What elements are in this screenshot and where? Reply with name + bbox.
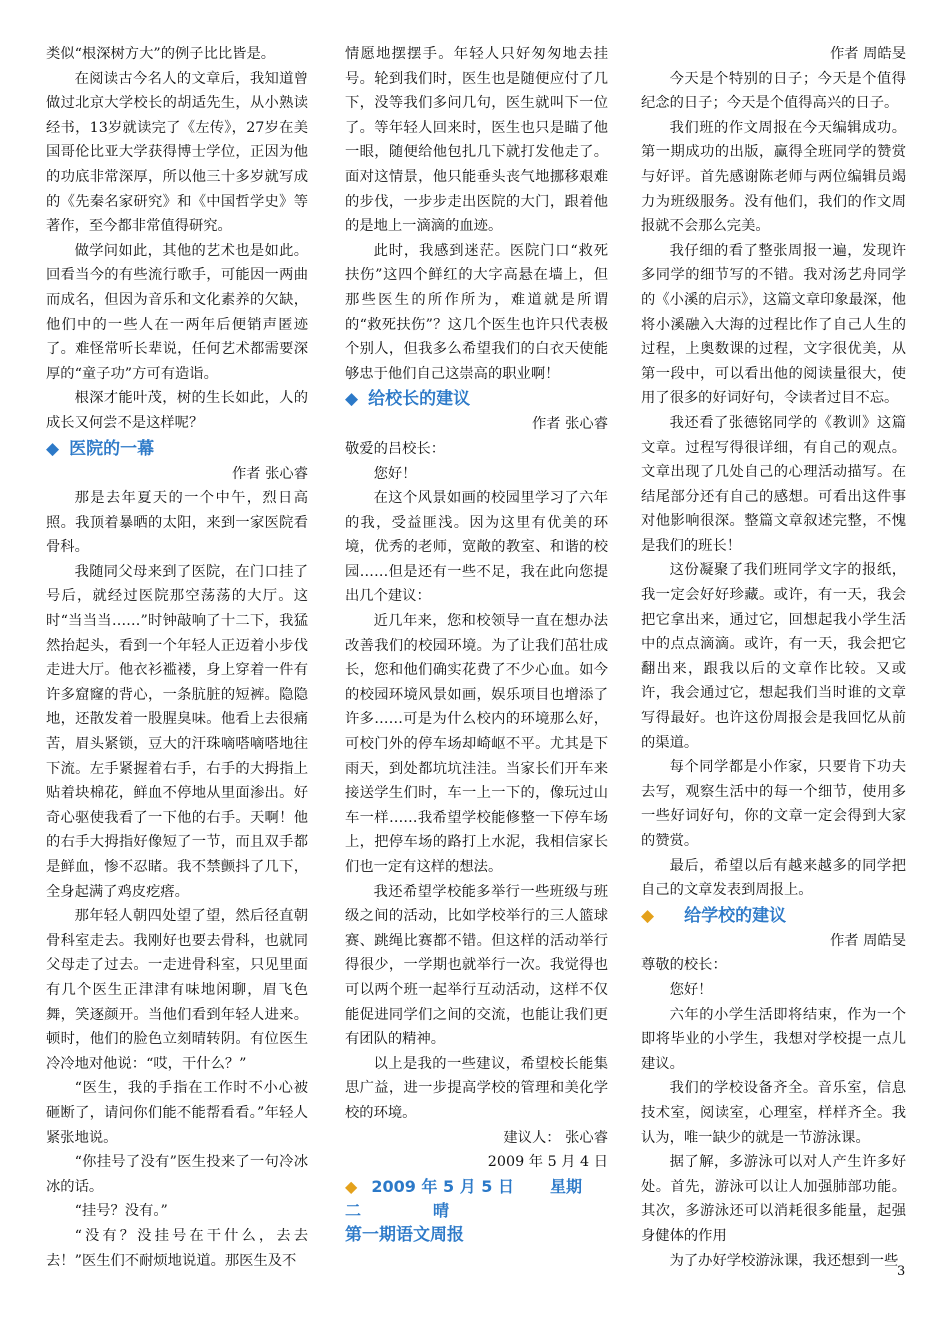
paragraph: 我还希望学校能多举行一些班级与班级之间的活动，比如学校举行的三人篮球赛、跳绳比赛都不错。但这样的活动举行得很少，一学期也就举行一次。我觉得也可以两个班一起举行互动活动，这样不仅能促进同学们之间的交流，也能让我们更有团队的精神。 — [345, 883, 608, 1048]
paragraph: 我们的学校设备齐全。音乐室，信息技术室，阅读室，心理室，样样齐全。我认为，唯一缺少的就是一节游泳课。 — [641, 1080, 906, 1146]
page-number: 3 — [897, 1264, 906, 1279]
diamond-icon: ◆ — [46, 438, 60, 459]
greeting: 您好！ — [373, 465, 417, 482]
paragraph: 六年的小学生活即将结束，作为一个即将毕业的小学生，我想对学校提一点儿建议。 — [641, 1006, 906, 1072]
paragraph: 我随同父母来到了医院，在门口挂了号后，就经过医院那空荡荡的大厅。这时“当当当……”时钟敲响了十二下，我猛然抬起头，看到一个年轻人正迈着小步伐走进大厅。他衣衫褴褛，身上穿着一件有许多窟窿的背心，一条肮脏的短裤。隐隐地，还散发着一股腥臭味。他看上去很痛苦，眉头紧锁，豆大的汗珠嘀嗒嘀嗒地往下流。左手紧握着右手，右手的大拇指上贴着块棉花，鲜血不停地从里面渗出。好奇心驱使我看了一下他的右手。天啊！他的右手大拇指好像短了一节，而且双手都是鲜血，惨不忍睹。我不禁颤抖了几下，全身起满了鸡皮疙瘩。 — [46, 563, 308, 900]
paragraph: 情愿地摆摆手。年轻人只好匆匆地去挂号。轮到我们时，医生也是随便应付了几下，没等我们多问几句，医生就叫下一位了。等年轻人回来时，医生也只是瞄了他一眼，随便给他包扎几下就打发他走了。面对这情景，他只能垂头丧气地挪移艰难的步伐，一步步走出医院的大门，跟着他的是地上一滴滴的血迹。 — [345, 46, 608, 235]
paragraph: 根深才能叶茂，树的生长如此，人的成长又何尝不是这样呢？ — [46, 390, 308, 431]
paragraph: 此时，我感到迷茫。医院门口“救死扶伤”这四个鲜红的大字高悬在墙上，但那些医生的所作所为，难道就是所谓的“救死扶伤”？这几个医生也许只代表极个别人，但我多么希望我们的白衣天使能够忠于他们自己这崇高的职业啊！ — [345, 242, 608, 382]
paragraph: 据了解，多游泳可以对人产生许多好处。首先，游泳可以让人加强肺部功能。其次，多游泳还可以消耗很多能量，起强身健体的作用 — [641, 1154, 906, 1244]
diamond-icon: ◆ — [345, 389, 359, 410]
article-title-school: ◆ 给学校的建议 — [641, 905, 787, 926]
signature: 建议人： 张心睿 — [503, 1129, 608, 1146]
column-3 — [641, 42, 906, 1273]
salutation: 尊敬的校长： — [641, 957, 727, 974]
paragraph: “挂号？没有。” — [74, 1203, 168, 1220]
banner-weather-line: 二 晴 — [345, 1200, 450, 1220]
paragraph: 为了办好学校游泳课，我还想到一些 — [669, 1252, 899, 1269]
paragraph: 我还看了张德铭同学的《教训》这篇文章。过程写得很详细，有自己的观点。文章出现了几处自己的心理活动描写。在结尾部分还有自己的感想。可看出这件事对他影响很深。整篇文章叙述完整，不愧是我们的班长！ — [641, 414, 906, 554]
paragraph: 每个同学都是小作家，只要肯下功夫去写，观察生活中的每一个细节，使用多一些好词好句，你的文章一定会得到大家的赞赏。 — [641, 759, 906, 849]
greeting: 您好！ — [669, 981, 713, 998]
paragraph: 那是去年夏天的一个中午，烈日高照。我顶着暴晒的太阳，来到一家医院看骨科。 — [46, 490, 308, 556]
salutation: 敬爱的吕校长： — [345, 440, 446, 457]
paragraph: 做学问如此，其他的艺术也是如此。回看当今的有些流行歌手，可能因一两曲而成名，但因为音乐和文化素养的欠缺，他们中的一些人在一两年后便销声匿迹了。难怪常听长辈说，任何艺术都需要深厚的“童子功”方可有造诣。 — [46, 242, 308, 382]
paragraph: 那年轻人朝四处望了望，然后径直朝骨科室走去。我刚好也要去骨科，也就同父母走了过去。一走进骨科室，只见里面有几个医生正津津有味地闲聊，眉飞色舞，笑逐颜开。当他们看到年轻人进来。顿时，他们的脸色立刻晴转阴。有位医生冷冷地对他说：“哎，干什么？” — [46, 908, 308, 1072]
paragraph: 我们班的作文周报在今天编辑成功。第一期成功的出版，赢得全班同学的赞赏与好评。首先感谢陈老师与两位编辑员竭力为班级服务。没有他们，我们的作文周报就不会那么完美。 — [641, 119, 906, 235]
diamond-icon: ◆ — [641, 905, 655, 926]
banner-title: 第一期语文周报 — [345, 1224, 464, 1245]
paragraph: 这份凝聚了我们班同学文字的报纸，我一定会好好珍藏。或许，有一天，我会把它拿出来，通过它，回想起我小学生活中的点点滴滴。或许，有一天，我会把它翻出来，跟我以后的文章作比较。又或许，我会通过它，想起我们当时谁的文章写得最好。也许这份周报会是我回忆从前的渠道。 — [641, 562, 906, 751]
article-author: 作者 周皓旻 — [829, 932, 906, 949]
article-author: 作者 周皓旻 — [829, 46, 906, 62]
column-1 — [46, 42, 308, 1273]
banner-date-line: ◆ 2009 年 5 月 5 日 星期 — [345, 1176, 582, 1196]
paragraph: 在这个风景如画的校园里学习了六年的我，受益匪浅。因为这里有优美的环境，优秀的老师，宽敞的教室、和谐的校园……但是还有一些不足，我在此向您提出几个建议： — [345, 490, 608, 605]
paragraph: “医生，我的手指在工作时不小心被砸断了，请问你们能不能帮看看。”年轻人紧张地说。 — [46, 1080, 308, 1146]
paragraph: 最后，希望以后有越来越多的同学把自己的文章发表到周报上。 — [641, 857, 906, 899]
article-author: 作者 张心睿 — [231, 465, 308, 482]
paragraph: 在阅读古今名人的文章后，我知道曾做过北京大学校长的胡适先生，从小熟读经书，13岁就读完了《左传》，27岁在美国哥伦比亚大学获得博士学位，正因为他的功底非常深厚，所以他三十多岁就写成的《先秦名家研究》和《中国哲学史》等著作，至今都非常值得研究。 — [46, 70, 308, 235]
article-title-hospital: ◆ 医院的一幕 — [46, 438, 155, 459]
article-author: 作者 张心睿 — [531, 416, 608, 433]
article-title-principal: ◆ 给校长的建议 — [345, 389, 471, 410]
paragraph: 近几年来，您和校领导一直在想办法改善我们的校园环境。为了让我们茁壮成长，您和他们确实花费了不少心血。如今的校园环境风景如画，娱乐项目也增添了许多……可是为什么校内的环境那么好，可校门外的停车场却崎岖不平。尤其是下雨天，到处都坑坑洼洼。当家长们开车来接送学生们时，车一上一下的，像玩过山车一样……我希望学校能修整一下停车场上，把停车场的路打上水泥，我相信家长们也一定有这样的想法。 — [345, 613, 608, 875]
paragraph: 类似“根深树方大”的例子比比皆是。 — [46, 46, 276, 62]
paragraph: “你挂号了没有”医生投来了一句冷冰冰的话。 — [46, 1154, 308, 1195]
letter-date: 2009 年 5 月 4 日 — [487, 1154, 608, 1171]
paragraph: 以上是我的一些建议，希望校长能集思广益，进一步提高学校的管理和美化学校的环境。 — [345, 1055, 608, 1121]
paragraph: 今天是个特别的日子；今天是个值得纪念的日子；今天是个值得高兴的日子。 — [641, 70, 906, 112]
column-2 — [345, 42, 608, 1247]
paragraph: “没有？没挂号在干什么，去去去！”医生们不耐烦地说道。那医生及不 — [46, 1227, 308, 1269]
diamond-icon: ◆ — [345, 1176, 358, 1196]
paragraph: 我仔细的看了整张周报一遍，发现许多同学的细节写的不错。我对汤艺舟同学的《小溪的启示》，这篇文章印象最深，他将小溪融入大海的过程比作了自己人生的过程，上奥数课的过程，文字很优美，从第一段中，可以看出他的阅读量很大，使用了很多的好词好句，令读者过目不忘。 — [641, 242, 906, 407]
